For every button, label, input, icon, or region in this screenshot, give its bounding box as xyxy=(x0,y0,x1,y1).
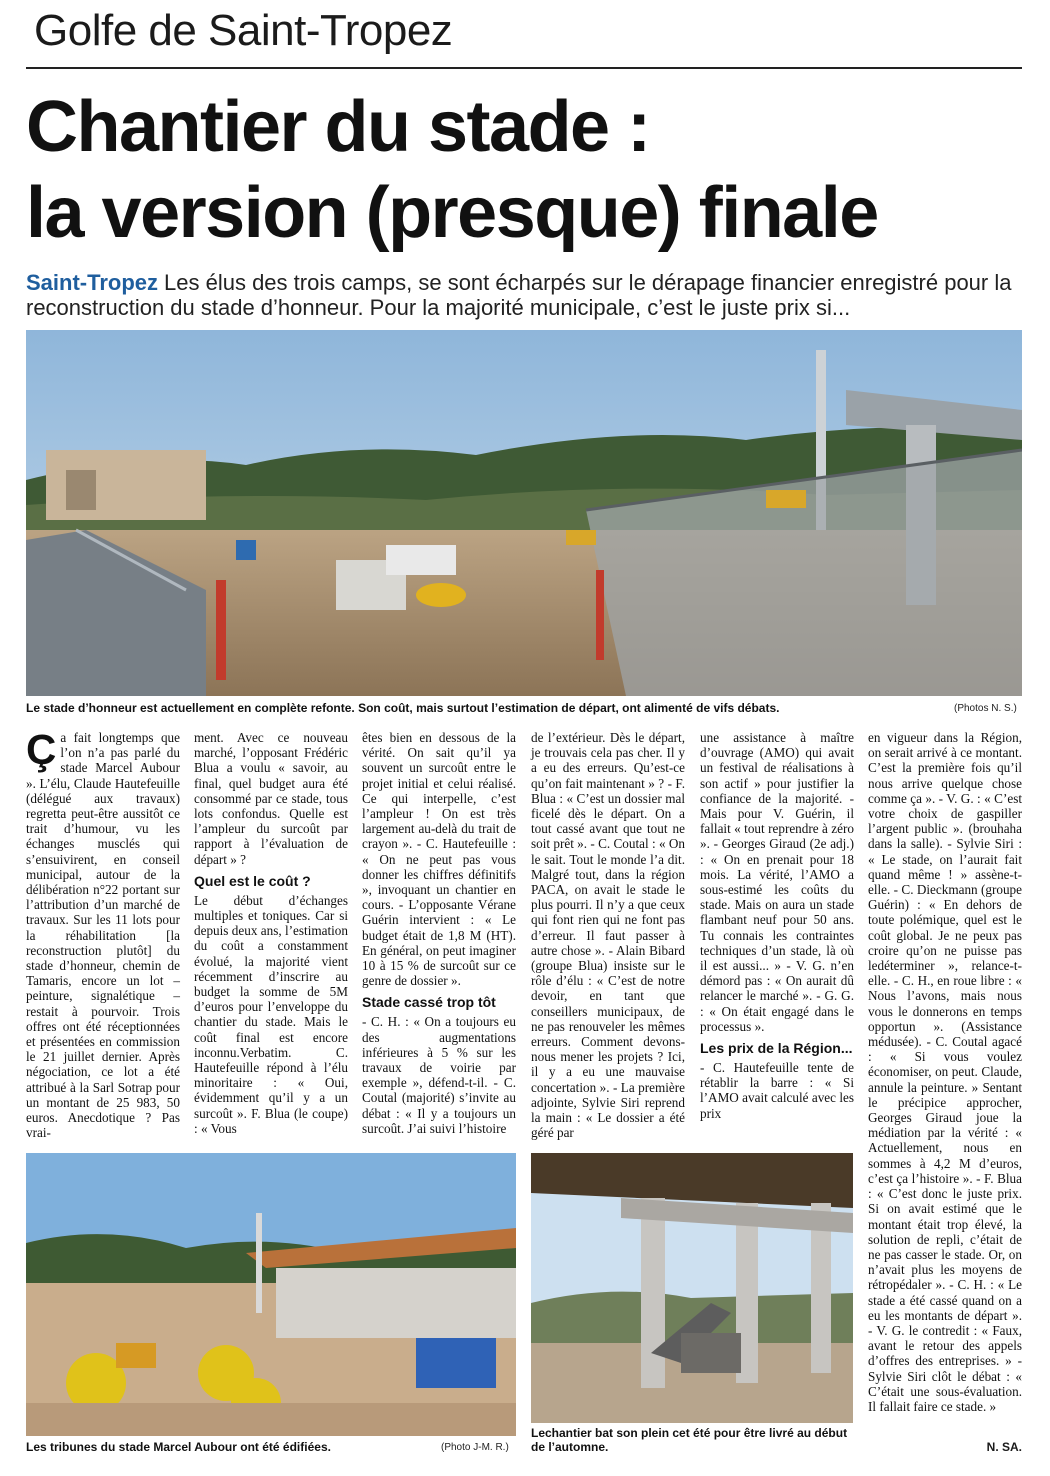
headline-line-2: la version (presque) finale xyxy=(26,173,878,253)
column-1-text: a fait longtemps que l’on n’a pas parlé du stade Marcel Aubour ». L’élu, Claude Hautefeuille (délégué aux travaux) regretta peut-être aussitôt ce trait d’humour, vu les échanges musclés qui s’ensuivirent, en conseil municipal, autour de la délibération n°22 portant sur l’attribution d’un marché de travaux. Sur les 11 lots pour la réhabilitation [la reconstruction plutôt] du stade d’honneur, chemin de Tamaris, encore un lot – peinture, signalétique – restait à pourvoir. Trois offres ont été réceptionnées et présentées en commission le 21 juillet dernier. Après négociation, ce lot a été attribué à la Sarl Sotrap pour un montant de 25 983, 50 euros. Anecdotique ? Pas vrai- xyxy=(26,730,180,1141)
headline-line-1: Chantier du stade : xyxy=(26,87,650,167)
author-signature: N. SA. xyxy=(986,1440,1022,1454)
main-photo-caption: Le stade d’honneur est actuellement en complète refonte. Son coût, mais surtout l’estimation de départ, ont alimenté de vifs débats. xyxy=(26,701,780,715)
column-5-text-b: - C. Hautefeuille tente de rétablir la barre : « Si l’AMO avait calculé avec les prix xyxy=(700,1060,854,1121)
column-3-text-b: - C. H. : « On a toujours eu des augmentations inférieures à 5 % sur les travaux de voirie par exemple », défend-t-il. - C. Coutal (majorité) s’invite au débat : « Il y a toujours un surcoût. J’ai suivi l’histoire xyxy=(362,1014,516,1136)
column-3-text-a: êtes bien en dessous de la vérité. On sait qu’il ya souvent un surcoût entre le projet initial et celui réalisé. Ce qui interpelle, c’est l’ampleur ! On est très largement au-delà du trait de crayon ». - C. Hautefeuille : « On ne peut pas vous donner les chiffres définitifs », invoquant un chantier en cours. - L’opposante Vérane Guérin intervient : « Le budget était de 1,8 M (HT). En général, on peut imaginer 10 à 15 % de surcoût sur ce genre de dossier ». xyxy=(362,730,516,989)
subhead-region: Les prix de la Région... xyxy=(700,1040,853,1057)
stands-photo xyxy=(26,1153,516,1436)
lede-kicker: Saint-Tropez xyxy=(26,270,159,295)
construction-photo xyxy=(531,1153,853,1423)
main-photo-credit: (Photos N. S.) xyxy=(954,703,1017,714)
column-5-text-a: une assistance à maître d’ouvrage (AMO) qui avait un festival de réalisations à son actif » pour justifier la confiance de la majorité. - Mais pour V. Guérin, il fallait « tout reprendre à zéro ». - Georges Giraud (2e adj.) : « On en prenait pour 18 mois. La vérité, l’AMO a sous-estimé les coûts du stade. Mais on aura un stade flambant neuf pour 50 ans. Tu connais les contraintes techniques d’un stade, là où il est aussi... » - V. G. n’en démord pas : « On aurait dû relancer le marché ». - G. G. : « On était engagé dans le processus ». xyxy=(700,730,854,1034)
construction-photo-caption: Lechantier bat son plein cet été pour être livré au début de l’automne. xyxy=(531,1426,848,1454)
section-title: Golfe de Saint-Tropez xyxy=(34,6,453,55)
article-column-5 xyxy=(700,730,854,1142)
article-column-6 xyxy=(868,730,1022,1438)
header-rule xyxy=(26,67,1022,69)
lede-text: Les élus des trois camps, se sont écharpés sur le dérapage financier enregistré pour la reconstruction du stade d’honneur. Pour la majorité municipale, c’est le juste prix si... xyxy=(26,270,1012,320)
stands-photo-credit: (Photo J-M. R.) xyxy=(441,1442,509,1453)
column-6-text: en vigueur dans la Région, on serait arrivé à ce montant. C’est la première fois qu’il nous arrive quelque chose comme ça ». - V. G. : « C’est votre choix de gaspiller l’argent public ». (brouhaha dans la salle). - Sylvie Siri : « Le stade, on l’aurait fait quand même ! » assène-t-elle. - C. Dieckmann (groupe Guérin) : « En dehors de toute polémique, quel est le coût global. Je ne peux pas croire qu’on ne puisse pas ledéterminer », relance-t-elle. - C. H., en roue libre : « Nous l’avons, mais nous vous le donnerons en temps opportun ». (Assistance médusée). - C. Coutal agacé : « Si vous voulez économiser, on peut. Claude, annule la peinture. » Sentant le précipice approcher, Georges Giraud joue la médiation par la vérité : « Actuellement, nous en sommes à 4,2 M d’euros, c’est ça l’histoire ». - F. Blua : « C’est donc le juste prix. Si on avait estimé que le montant était trop élevé, la solution de repli, c’était de ne pas casser le stade. Or, on n’avait plus les moyens de rétropédaler ». - C. H. : « Le stade a été cassé quand on a eu les montants de départ ». - V. G. le contredit : « Faux, avant le retour des appels d’offres des entreprises. » - Sylvie Siri clôt le débat : « C’était une sous-évaluation. Il fallait faire ce stade. » xyxy=(868,730,1022,1414)
stands-photo-caption: Les tribunes du stade Marcel Aubour ont été édifiées. xyxy=(26,1440,331,1454)
article-column-1 xyxy=(26,726,180,1142)
subhead-cost: Quel est le coût ? xyxy=(194,872,311,889)
article-column-4 xyxy=(531,730,685,1142)
main-stadium-photo xyxy=(26,330,1022,696)
column-2-text-b: Le début d’échanges multiples et toniques. Car si depuis deux ans, l’estimation du coût a constamment évolué, la majorité vient récemment d’inscrire au budget la somme de 5M d’euros pour l’enveloppe du chantier du stade. Mais le coût final est encore inconnu.Verbatim. C. Hautefeuille répond à l’élu minoritaire : « Oui, évidemment qu’il y a un surcoût ». F. Blua (le coupe) : « Vous xyxy=(194,892,348,1136)
column-4-text: de l’extérieur. Dès le départ, je trouvais cela pas cher. Il y a eu des erreurs. Qu’est-ce qu’on fait maintenant » ? - F. Blua : « C’est un dossier mal ficelé dès le départ. On a tout cassé avant que tout ne soit prêt ». - C. Coutal : « On le sait. Tout le monde l’a dit. Malgré tout, dans la région PACA, on avait le stade le plus pourri. Il n’y a que ceux qui font rien qui ne font pas d’erreur. Il faut passer à autre chose ». - Alain Bibard (groupe Blua) insiste sur le rôle d’élu : « C’est de notre devoir, en tant que conseillers municipaux, de ne pas renouveler les mêmes erreurs. Comment devons-nous mener les projets ? Ici, il y a eu une mauvaise concertation ». - La première adjointe, Sylvie Siri reprend la main : « Le dossier a été géré par xyxy=(531,730,685,1141)
article-column-3 xyxy=(362,730,516,1142)
article-column-2 xyxy=(194,730,348,1142)
column-2-text-a: ment. Avec ce nouveau marché, l’opposant Frédéric Blua a voulu « savoir, au final, quel budget aura été consommé par ce stade, tous lots confondus. Quelle est l’ampleur du surcoût par rapport à l’évaluation de départ » ? xyxy=(194,730,348,867)
headline xyxy=(26,84,1026,256)
subhead-stadium: Stade cassé trop tôt xyxy=(362,994,496,1011)
lede xyxy=(26,270,1026,320)
drop-cap: Ç xyxy=(26,726,57,773)
